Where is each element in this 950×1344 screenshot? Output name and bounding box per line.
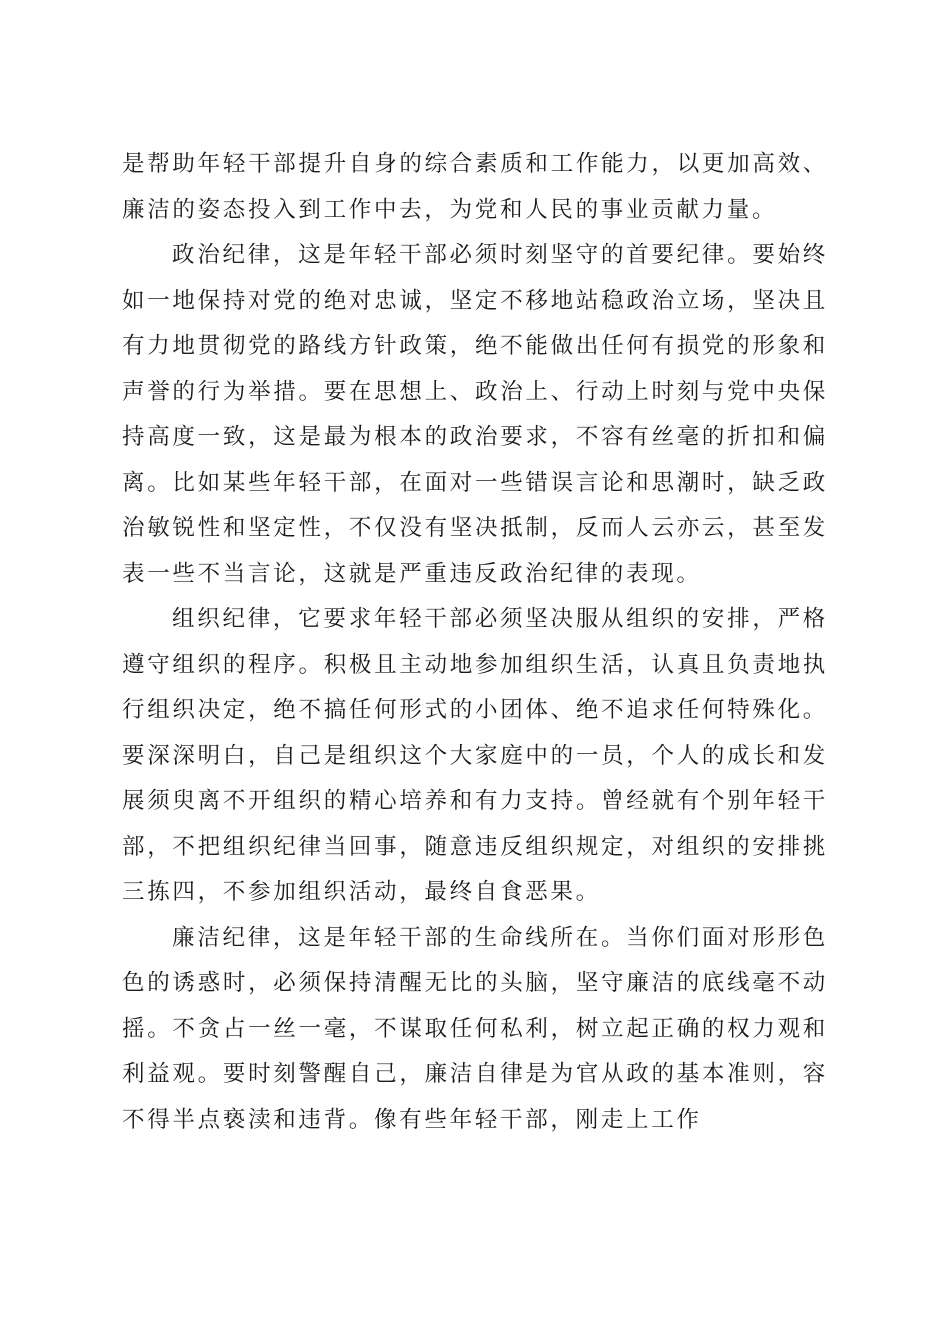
paragraph-organizational-discipline: 组织纪律，它要求年轻干部必须坚决服从组织的安排，严格遵守组织的程序。积极且主动地参加组织生活，认真且负责地执行组织决定，绝不搞任何形式的小团体、绝不追求任何特殊化。要深深明白，自己是组织这个大家庭中的一员，个人的成长和发展须臾离不开组织的精心培养和有力支持。曾经就有个别年轻干部，不把组织纪律当回事，随意违反组织规定，对组织的安排挑三拣四，不参加组织活动，最终自食恶果。 [122, 606, 828, 905]
paragraph-integrity-discipline: 廉洁纪律，这是年轻干部的生命线所在。当你们面对形形色色的诱惑时，必须保持清醒无比的头脑，坚守廉洁的底线毫不动摇。不贪占一丝一毫，不谋取任何私利，树立起正确的权力观和利益观。要时刻警醒自己，廉洁自律是为官从政的基本准则，容不得半点亵渎和违背。像有些年轻干部，刚走上工作 [122, 924, 828, 1133]
paragraph-political-discipline: 政治纪律，这是年轻干部必须时刻坚守的首要纪律。要始终如一地保持对党的绝对忠诚，坚定不移地站稳政治立场，坚决且有力地贯彻党的路线方针政策，绝不能做出任何有损党的形象和声誉的行为举措。要在思想上、政治上、行动上时刻与党中央保持高度一致，这是最为根本的政治要求，不容有丝毫的折扣和偏离。比如某些年轻干部，在面对一些错误言论和思潮时，缺乏政治敏锐性和坚定性，不仅没有坚决抵制，反而人云亦云，甚至发表一些不当言论，这就是严重违反政治纪律的表现。 [122, 242, 828, 587]
document-body [122, 142, 828, 1143]
paragraph-continuation: 是帮助年轻干部提升自身的综合素质和工作能力，以更加高效、廉洁的姿态投入到工作中去，为党和人民的事业贡献力量。 [122, 151, 828, 223]
